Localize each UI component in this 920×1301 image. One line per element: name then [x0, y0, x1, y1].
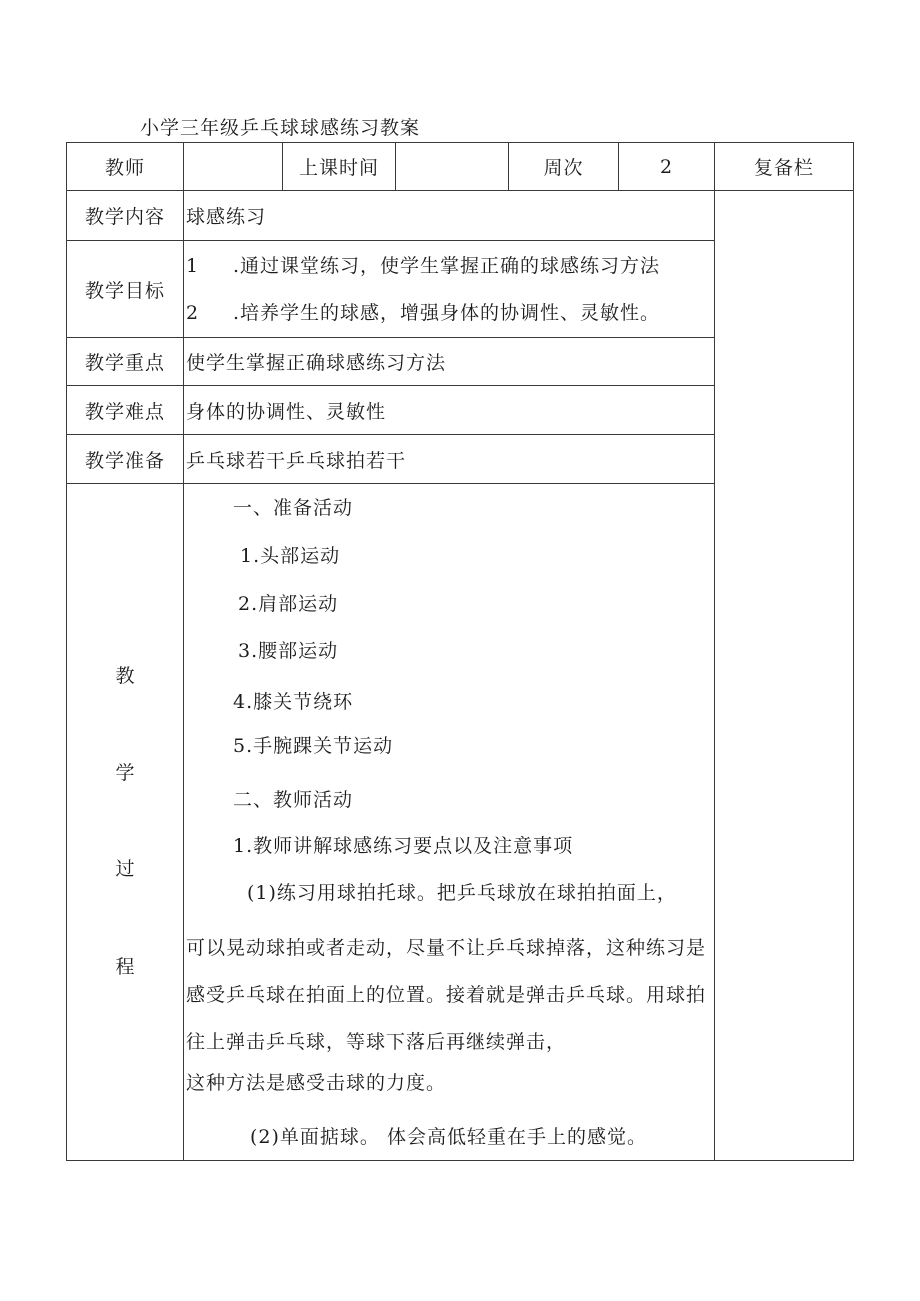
process-line: 3.腰部运动 [238, 640, 339, 662]
content-value: 球感练习 [183, 190, 715, 241]
teacher-value-cell [183, 142, 283, 191]
process-label-char: 过 [115, 858, 135, 880]
process-content-cell [183, 483, 715, 1161]
process-line: (1)练习用球拍托球。把乒乓球放在球拍拍面上， [247, 882, 677, 904]
objective-text: .通过课堂练习，使学生掌握正确的球感练习方法 [233, 255, 661, 277]
process-label-char: 教 [115, 665, 135, 687]
section-heading: 二、教师活动 [233, 789, 354, 811]
preparation-label: 教学准备 [66, 434, 184, 484]
week-value: 2 [618, 142, 715, 191]
process-label-cell [66, 483, 184, 1161]
key-points-value: 使学生掌握正确球感练习方法 [183, 337, 715, 386]
review-label: 复备栏 [714, 142, 854, 191]
process-line: 2.肩部运动 [238, 593, 339, 615]
document-title: 小学三年级乒乓球球感练习教案 [140, 117, 421, 139]
process-label-char: 程 [115, 956, 135, 978]
week-label: 周次 [508, 142, 619, 191]
process-line: 感受乒乓球在拍面上的位置。接着就是弹击乒乓球。用球拍 [186, 984, 707, 1006]
process-line: 1.教师讲解球感练习要点以及注意事项 [233, 835, 574, 857]
class-time-value-cell [395, 142, 509, 191]
objectives-cell [183, 240, 715, 338]
objectives-label: 教学目标 [66, 240, 184, 338]
section-heading: 一、准备活动 [233, 497, 354, 519]
difficulties-label: 教学难点 [66, 385, 184, 435]
process-line: 往上弹击乒乓球，等球下落后再继续弹击， [186, 1031, 567, 1053]
process-label-char: 学 [115, 762, 135, 784]
class-time-label: 上课时间 [282, 142, 396, 191]
content-label: 教学内容 [66, 190, 184, 241]
process-line: 1.头部运动 [240, 545, 341, 567]
objective-text: .培养学生的球感，增强身体的协调性、灵敏性。 [233, 302, 661, 324]
objective-number: 2 [186, 302, 200, 324]
process-line: 可以晃动球拍或者走动，尽量不让乒乓球掉落，这种练习是 [186, 937, 707, 959]
objective-number: 1 [186, 255, 200, 277]
review-column-cell [714, 190, 854, 1161]
process-line: 5.手腕踝关节运动 [233, 735, 394, 757]
process-line: 4.膝关节绕环 [233, 691, 354, 713]
teacher-label: 教师 [66, 142, 184, 191]
process-line: 这种方法是感受击球的力度。 [186, 1072, 447, 1094]
difficulties-value: 身体的协调性、灵敏性 [183, 385, 715, 435]
process-line: (2)单面掂球。 体会高低轻重在手上的感觉。 [250, 1126, 647, 1148]
preparation-value: 乒乓球若干乒乓球拍若干 [183, 434, 715, 484]
key-points-label: 教学重点 [66, 337, 184, 386]
